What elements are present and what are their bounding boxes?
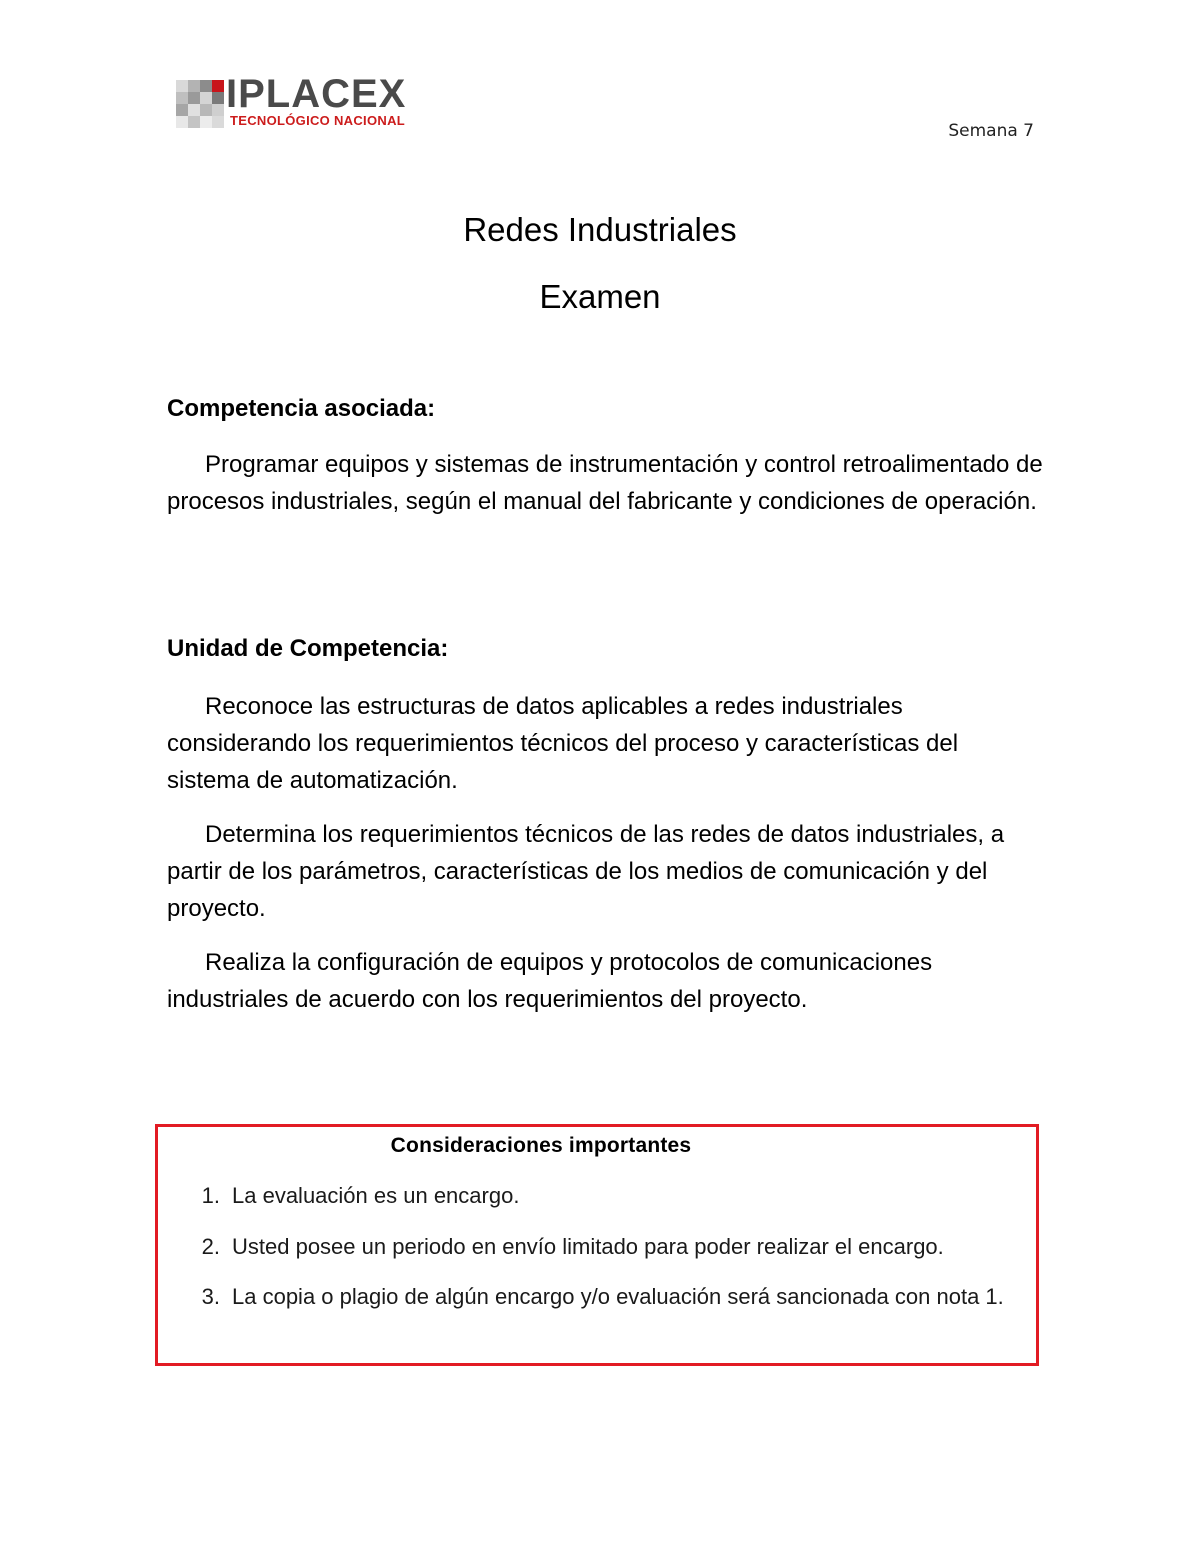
unidad-paragraph: Determina los requerimientos técnicos de las redes de datos industriales, a partir de los parámetros, características de los medios de comunicación y del proyecto. [167, 821, 1005, 922]
considerations-list-item [194, 1230, 1034, 1263]
unidad-heading: Unidad de Competencia: [167, 635, 449, 662]
logo-subtitle: TECNOLÓGICO NACIONAL [230, 113, 405, 128]
unidad-paragraph: Reconoce las estructuras de datos aplicables a redes industriales considerando los requerimientos técnicos del proceso y características del sistema de automatización. [167, 693, 959, 794]
document-subtitle: Examen [539, 278, 661, 315]
competencia-heading: Competencia asociada: [167, 395, 436, 422]
square-mosaic-icon [176, 80, 224, 128]
considerations-box [155, 1124, 1039, 1366]
considerations-list-item [194, 1280, 1034, 1313]
considerations-list-item [194, 1179, 1034, 1212]
list-item-text: Usted posee un periodo en envío limitado para poder realizar el encargo. [232, 1234, 944, 1259]
list-item-text: La evaluación es un encargo. [232, 1183, 520, 1208]
considerations-title: Consideraciones importantes [390, 1134, 692, 1157]
list-item-number: 2. [201, 1234, 220, 1259]
unidad-paragraph: Realiza la configuración de equipos y protocolos de comunicaciones industriales de acuerdo con los requerimientos del proyecto. [167, 949, 933, 1013]
list-item-text: La copia o plagio de algún encargo y/o evaluación será sancionada con nota 1. [232, 1284, 1004, 1309]
logo-name: IPLACEX [226, 72, 407, 116]
competencia-text: Programar equipos y sistemas de instrumentación y control retroalimentado de procesos industriales, según el manual del fabricante y condiciones de operación. [167, 451, 1043, 515]
list-item-number: 1. [201, 1183, 220, 1208]
list-item-number: 3. [201, 1284, 220, 1309]
document-title: Redes Industriales [463, 211, 737, 248]
week-label: Semana 7 [948, 121, 1034, 141]
iplacex-logo [176, 72, 416, 130]
